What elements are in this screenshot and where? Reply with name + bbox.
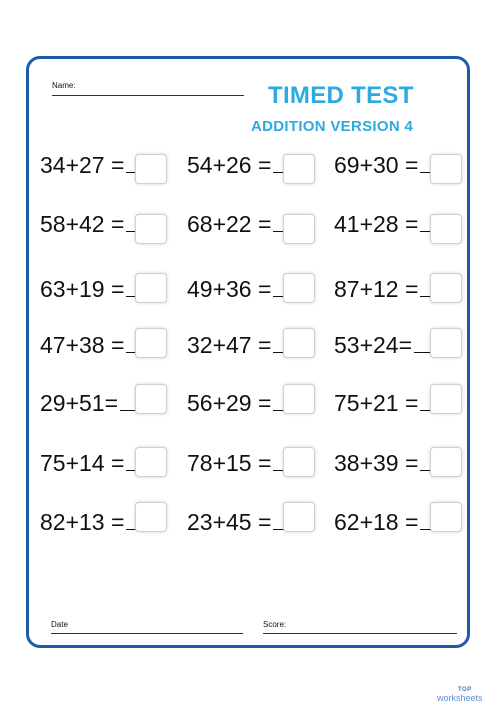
answer-box[interactable] bbox=[135, 447, 167, 477]
answer-box[interactable] bbox=[430, 273, 462, 303]
problem-text: 54+26 = bbox=[187, 152, 272, 178]
date-field-line[interactable] bbox=[51, 633, 243, 634]
problem-text: 49+36 = bbox=[187, 276, 272, 302]
score-label: Score: bbox=[263, 620, 287, 629]
score-field-line[interactable] bbox=[263, 633, 457, 634]
answer-box[interactable] bbox=[135, 154, 167, 184]
date-label: Date bbox=[51, 620, 68, 629]
answer-box[interactable] bbox=[283, 214, 315, 244]
problem-text: 32+47 = bbox=[187, 332, 272, 358]
problem-text: 23+45 = bbox=[187, 509, 272, 535]
name-field-line[interactable] bbox=[52, 95, 244, 96]
answer-box[interactable] bbox=[283, 447, 315, 477]
problem-text: 56+29 = bbox=[187, 390, 272, 416]
logo-bottom-text: worksheets bbox=[437, 693, 483, 703]
answer-box[interactable] bbox=[430, 447, 462, 477]
problem-text: 75+14 = bbox=[40, 450, 125, 476]
answer-box[interactable] bbox=[283, 328, 315, 358]
problem-text: 78+15 = bbox=[187, 450, 272, 476]
problem-text: 75+21 = bbox=[334, 390, 419, 416]
answer-box[interactable] bbox=[135, 273, 167, 303]
answer-box[interactable] bbox=[283, 154, 315, 184]
answer-box[interactable] bbox=[283, 384, 315, 414]
problem-text: 69+30 = bbox=[334, 152, 419, 178]
answer-box[interactable] bbox=[283, 273, 315, 303]
answer-box[interactable] bbox=[135, 214, 167, 244]
problem-text: 47+38 = bbox=[40, 332, 125, 358]
answer-box[interactable] bbox=[430, 328, 462, 358]
problem-text: 53+24= bbox=[334, 332, 413, 358]
answer-box[interactable] bbox=[430, 384, 462, 414]
answer-box[interactable] bbox=[430, 214, 462, 244]
problem-text: 29+51= bbox=[40, 390, 119, 416]
name-label: Name: bbox=[52, 81, 76, 90]
answer-box[interactable] bbox=[135, 502, 167, 532]
problem-text: 38+39 = bbox=[334, 450, 419, 476]
problem-text: 87+12 = bbox=[334, 276, 419, 302]
problem-text: 41+28 = bbox=[334, 211, 419, 237]
problem-text: 68+22 = bbox=[187, 211, 272, 237]
answer-box[interactable] bbox=[430, 502, 462, 532]
answer-box[interactable] bbox=[135, 384, 167, 414]
logo-top-text: TOP bbox=[458, 687, 472, 693]
problem-text: 34+27 = bbox=[40, 152, 125, 178]
worksheet-subtitle: ADDITION VERSION 4 bbox=[251, 118, 414, 135]
problem-text: 63+19 = bbox=[40, 276, 125, 302]
problem-text: 58+42 = bbox=[40, 211, 125, 237]
problem-text: 82+13 = bbox=[40, 509, 125, 535]
worksheet-title: TIMED TEST bbox=[268, 82, 414, 109]
answer-box[interactable] bbox=[430, 154, 462, 184]
problem-text: 62+18 = bbox=[334, 509, 419, 535]
answer-box[interactable] bbox=[135, 328, 167, 358]
answer-box[interactable] bbox=[283, 502, 315, 532]
